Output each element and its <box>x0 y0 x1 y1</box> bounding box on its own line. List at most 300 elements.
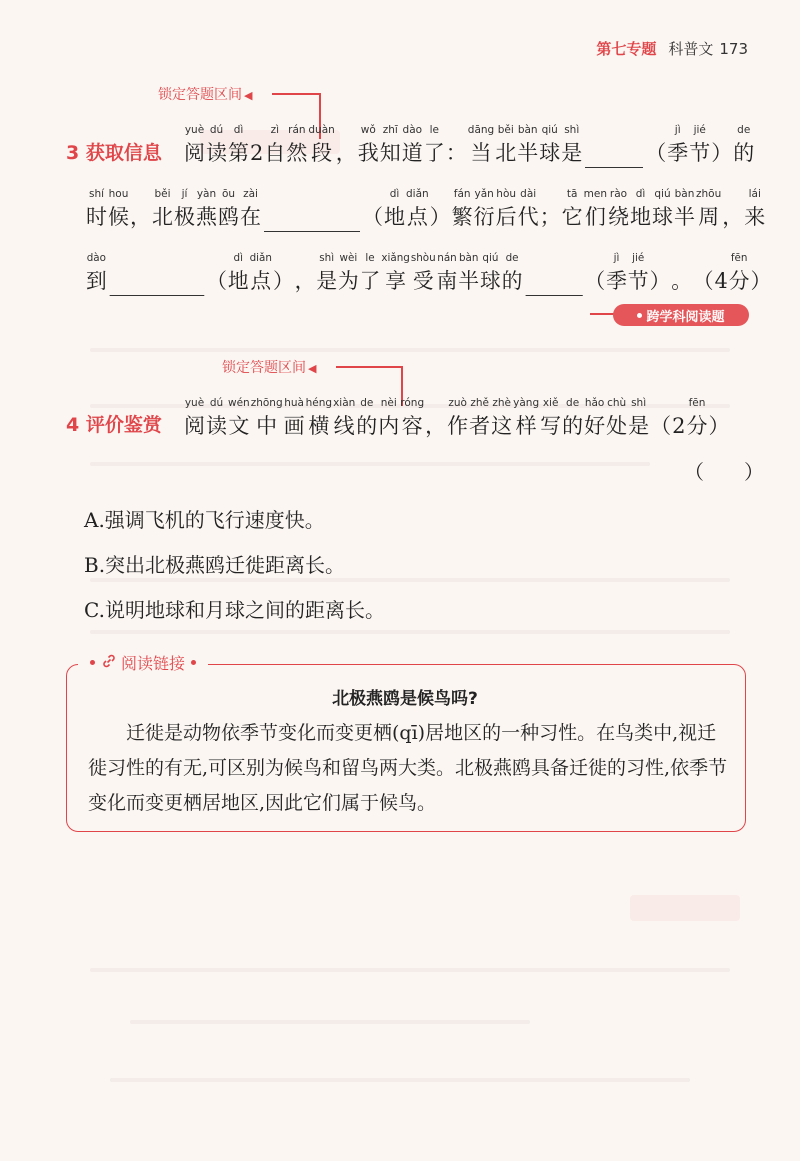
pinyin: hou <box>108 188 129 200</box>
hanzi: 4 <box>714 269 728 293</box>
reading-link-body <box>88 716 730 821</box>
ruby-char <box>86 250 107 296</box>
hanzi: ） <box>750 269 772 293</box>
hanzi: ） <box>708 414 730 438</box>
pinyin: chù <box>607 397 627 409</box>
pinyin: bàn <box>517 124 538 136</box>
pinyin: ōu <box>221 188 236 200</box>
pinyin: dú <box>209 124 224 136</box>
answer-blank[interactable] <box>262 191 362 232</box>
ruby-char <box>606 250 627 296</box>
pinyin: dì <box>389 188 400 200</box>
hanzi: （ <box>692 269 714 293</box>
hanzi: 。 <box>671 269 692 293</box>
pinyin: zhōu <box>696 188 722 200</box>
hanzi: 半 <box>674 205 696 229</box>
ruby-char <box>715 250 728 296</box>
ruby-char <box>584 186 607 232</box>
pinyin: dì <box>635 188 646 200</box>
hanzi: 作 <box>447 414 469 438</box>
hanzi: 地 <box>227 269 249 293</box>
hanzi: 北 <box>152 205 173 229</box>
ruby-char <box>130 186 151 232</box>
ruby-char <box>206 122 227 168</box>
hanzi: ） <box>272 269 294 293</box>
pinyin: xiě <box>542 397 559 409</box>
lock-hint-label: 锁定答题区间 <box>222 360 306 376</box>
pinyin: dào <box>402 124 423 136</box>
ruby-char <box>184 395 205 441</box>
hanzi: 为 <box>337 269 359 293</box>
ruby-char <box>711 122 732 168</box>
ruby-char <box>495 122 516 168</box>
ruby-char <box>284 395 305 441</box>
ruby-char <box>316 250 337 296</box>
pinyin: jié <box>632 252 645 264</box>
hanzi: 中 <box>256 414 278 438</box>
ruby-char <box>696 186 721 232</box>
question-4-label: 4 评价鉴赏 <box>66 414 162 436</box>
hanzi: 这 <box>491 414 513 438</box>
pinyin: jì <box>674 124 681 136</box>
ruby-char <box>674 186 695 232</box>
pinyin: jì <box>613 252 620 264</box>
ruby-char <box>608 186 629 232</box>
hanzi: 鸥 <box>218 205 239 229</box>
lock-hint-label: 锁定答题区间 <box>158 87 242 103</box>
hanzi: （ <box>650 414 672 438</box>
pinyin: zài <box>243 188 258 200</box>
option-c[interactable]: C.说明地球和月球之间的距离长。 <box>84 598 385 622</box>
hanzi: 阅 <box>184 141 205 165</box>
hanzi: 阅 <box>184 414 205 438</box>
ruby-char <box>286 122 307 168</box>
hanzi: 后 <box>495 205 517 229</box>
lock-hint-q3 <box>158 84 252 104</box>
interdisciplinary-badge <box>613 304 749 326</box>
hanzi: 读 <box>206 141 227 165</box>
hanzi: 球 <box>480 269 501 293</box>
hanzi: ， <box>722 205 744 229</box>
hanzi: 极 <box>174 205 195 229</box>
hanzi: 我 <box>357 141 379 165</box>
hanzi: （ <box>584 269 606 293</box>
ruby-char <box>196 186 217 232</box>
pinyin: yǎn <box>474 188 494 200</box>
hanzi: ， <box>294 269 316 293</box>
hanzi: 地 <box>384 205 405 229</box>
pinyin: hòu <box>496 188 517 200</box>
hanzi: ； <box>539 205 561 229</box>
ruby-char <box>540 395 561 441</box>
hanzi: 节 <box>689 141 711 165</box>
ruby-char <box>491 395 512 441</box>
pinyin: le <box>365 252 375 264</box>
ruby-char <box>152 186 173 232</box>
ruby-char <box>362 186 383 232</box>
pinyin: diǎn <box>249 252 272 264</box>
pinyin: de <box>566 397 580 409</box>
ruby-char <box>496 186 517 232</box>
pinyin: yuè <box>184 397 205 409</box>
hanzi: 是 <box>316 269 338 293</box>
hanzi: 在 <box>240 205 261 229</box>
ruby-char <box>356 395 377 441</box>
hanzi: 好 <box>584 414 606 438</box>
hanzi: 代 <box>517 205 539 229</box>
ruby-char <box>672 395 685 441</box>
pinyin: wǒ <box>360 124 376 136</box>
category-label: 科普文 <box>668 40 714 58</box>
pinyin: jí <box>181 188 188 200</box>
pinyin: shì <box>631 397 647 409</box>
ruby-char <box>228 122 249 168</box>
hanzi: 了 <box>423 141 445 165</box>
ruby-char <box>468 122 494 168</box>
option-a[interactable]: A.强调飞机的飞行速度快。 <box>84 508 325 532</box>
ruby-char <box>502 250 523 296</box>
ruby-char <box>645 122 666 168</box>
pinyin: wèi <box>339 252 358 264</box>
question-3-label: 3 获取信息 <box>66 142 162 164</box>
pinyin: shí <box>88 188 105 200</box>
ruby-char <box>539 122 560 168</box>
ruby-char <box>400 395 424 441</box>
hanzi: 时 <box>86 205 107 229</box>
ruby-char <box>722 186 743 232</box>
hanzi: 处 <box>606 414 628 438</box>
question-4-line-1 <box>184 395 730 441</box>
ruby-char <box>458 250 479 296</box>
hanzi: 道 <box>401 141 423 165</box>
pinyin: diǎn <box>406 188 429 200</box>
option-b[interactable]: B.突出北极燕鸥迁徙距离长。 <box>84 553 346 577</box>
hanzi: 然 <box>286 141 308 165</box>
badge-label: 跨学科阅读题 <box>646 309 725 325</box>
lock-hint-q4 <box>222 357 316 377</box>
ruby-char <box>733 122 754 168</box>
ruby-char <box>360 250 381 296</box>
hanzi: ） <box>711 141 733 165</box>
pinyin: de <box>737 124 751 136</box>
pinyin: dào <box>86 252 106 264</box>
ruby-char <box>240 186 261 232</box>
pinyin: bàn <box>458 252 479 264</box>
hanzi: ） <box>649 269 671 293</box>
hanzi: 的 <box>501 269 523 293</box>
hanzi: 知 <box>379 141 401 165</box>
ruby-char <box>336 122 357 168</box>
hanzi: ， <box>335 141 357 165</box>
pinyin: qiú <box>541 124 558 136</box>
hanzi: 文 <box>228 414 250 438</box>
ruby-char <box>513 395 539 441</box>
hanzi: 它 <box>561 205 583 229</box>
ruby-char <box>606 395 627 441</box>
hanzi: 是 <box>628 414 650 438</box>
pinyin: lái <box>748 188 761 200</box>
ruby-char <box>744 186 765 232</box>
pinyin: huà <box>284 397 304 409</box>
pinyin: rào <box>609 188 628 200</box>
ruby-char <box>517 122 538 168</box>
page-number: 173 <box>719 40 748 58</box>
ruby-char <box>452 186 473 232</box>
ruby-char <box>540 186 561 232</box>
pinyin: běi <box>497 124 514 136</box>
hanzi: ， <box>425 414 447 438</box>
answer-blank[interactable] <box>583 127 645 168</box>
hanzi: 第 <box>228 141 249 165</box>
page-header <box>596 38 748 59</box>
ruby-char <box>469 395 490 441</box>
pinyin: qiú <box>482 252 499 264</box>
topic-label: 第七专题 <box>596 40 657 58</box>
ruby-char <box>251 395 283 441</box>
connector-line <box>336 366 402 368</box>
reading-link-paragraph: 迁徙是动物依季节变化而变更栖(qī)居地区的一种习性。在鸟类中,视迁徙习性的有无,可区别为候鸟和留鸟两大类。北极燕鸥具备迁徙的习性,依季节变化而变更栖居地区,因此它们属于候鸟。 <box>88 722 728 814</box>
ruby-char <box>652 186 673 232</box>
link-icon <box>101 653 117 673</box>
hanzi: 来 <box>744 205 766 229</box>
pinyin: men <box>583 188 608 200</box>
hanzi: 2 <box>250 141 264 165</box>
hanzi: 是 <box>561 141 583 165</box>
pinyin: wén <box>228 397 250 409</box>
hanzi: （ <box>362 205 383 229</box>
pinyin: shì <box>319 252 335 264</box>
hanzi: 半 <box>517 141 539 165</box>
pinyin: róng <box>400 397 425 409</box>
hanzi: 燕 <box>196 205 217 229</box>
pinyin: bàn <box>674 188 695 200</box>
hanzi: 节 <box>627 269 649 293</box>
ruby-char <box>693 250 714 296</box>
ruby-char <box>686 395 707 441</box>
ruby-char <box>729 250 750 296</box>
hanzi: （ <box>645 141 667 165</box>
ruby-char <box>585 250 606 296</box>
hanzi: 衍 <box>473 205 495 229</box>
hanzi: 读 <box>206 414 227 438</box>
pinyin: xiàn <box>333 397 356 409</box>
connector-line <box>272 93 320 95</box>
pinyin: dú <box>209 397 224 409</box>
ruby-char <box>295 250 316 296</box>
question-3-line-3 <box>86 250 772 296</box>
ruby-char <box>402 122 423 168</box>
hanzi: 绕 <box>608 205 630 229</box>
pinyin: běi <box>154 188 171 200</box>
hanzi: ： <box>445 141 467 165</box>
ruby-char <box>384 186 405 232</box>
ruby-char <box>108 186 129 232</box>
hanzi: 球 <box>652 205 674 229</box>
hanzi: 内 <box>378 414 400 438</box>
hanzi: 样 <box>515 414 537 438</box>
pinyin: nèi <box>380 397 397 409</box>
hanzi: 当 <box>470 141 492 165</box>
hanzi: 北 <box>495 141 517 165</box>
hanzi: 者 <box>469 414 491 438</box>
pinyin: zhōng <box>250 397 283 409</box>
hanzi: 2 <box>672 414 686 438</box>
hanzi: 候 <box>108 205 129 229</box>
ruby-char <box>447 395 468 441</box>
hanzi: 季 <box>667 141 689 165</box>
hanzi: 点 <box>406 205 428 229</box>
reading-link-label: 阅读链接 <box>121 654 186 673</box>
ruby-char <box>424 122 445 168</box>
reading-link-title: 北极燕鸥是候鸟吗? <box>332 689 478 709</box>
hanzi: 的 <box>562 414 584 438</box>
hanzi: 周 <box>698 205 720 229</box>
ruby-char <box>480 250 501 296</box>
ruby-char <box>228 250 249 296</box>
hanzi: 横 <box>308 414 330 438</box>
pinyin: héng <box>305 397 333 409</box>
ruby-char <box>750 250 771 296</box>
ruby-char <box>630 186 651 232</box>
pinyin: xiǎng <box>381 252 410 264</box>
hanzi: （ <box>206 269 227 293</box>
pinyin: dì <box>233 252 244 264</box>
answer-parentheses[interactable]: （ ） <box>684 460 764 484</box>
ruby-char <box>358 122 379 168</box>
ruby-char <box>518 186 539 232</box>
pinyin: fán <box>453 188 471 200</box>
hanzi: 享 <box>385 269 406 293</box>
answer-blank[interactable] <box>523 255 584 296</box>
pinyin: tā <box>566 188 578 200</box>
dot-icon <box>637 313 642 318</box>
hanzi: 半 <box>458 269 480 293</box>
ruby-char <box>411 250 436 296</box>
hanzi: 写 <box>540 414 562 438</box>
hanzi: 点 <box>250 269 272 293</box>
ruby-char <box>584 395 605 441</box>
pinyin: yuè <box>184 124 205 136</box>
ruby-char <box>474 186 495 232</box>
ruby-char <box>650 250 671 296</box>
hanzi: 受 <box>412 269 434 293</box>
hanzi: 分 <box>686 414 708 438</box>
pinyin: yàng <box>513 397 540 409</box>
arrow-left-icon: ◀ <box>244 89 253 102</box>
ruby-char <box>425 395 446 441</box>
pinyin: hǎo <box>584 397 605 409</box>
ruby-char <box>628 250 649 296</box>
ruby-char <box>308 122 334 168</box>
answer-blank[interactable] <box>108 255 207 296</box>
ruby-char <box>86 186 107 232</box>
pinyin: qiú <box>654 188 671 200</box>
ruby-char <box>667 122 688 168</box>
pinyin: zhī <box>382 124 398 136</box>
ruby-char <box>273 250 294 296</box>
hanzi: ， <box>130 205 151 229</box>
ruby-char <box>650 395 671 441</box>
hanzi: 的 <box>356 414 378 438</box>
ruby-char <box>206 250 227 296</box>
ruby-char <box>264 122 285 168</box>
dot-icon <box>90 660 95 665</box>
pinyin: dì <box>233 124 244 136</box>
hanzi: 们 <box>584 205 606 229</box>
hanzi: 自 <box>264 141 286 165</box>
pinyin: zuò <box>448 397 467 409</box>
ruby-char <box>378 395 399 441</box>
ruby-char <box>446 122 467 168</box>
pinyin: yàn <box>196 188 217 200</box>
pinyin: zì <box>270 124 280 136</box>
ruby-char <box>333 395 355 441</box>
hanzi: 画 <box>283 414 305 438</box>
hanzi: 的 <box>733 141 755 165</box>
ruby-char <box>306 395 332 441</box>
question-3-line-1 <box>184 122 755 168</box>
pinyin: jié <box>693 124 706 136</box>
hanzi: 季 <box>606 269 627 293</box>
hanzi: 南 <box>436 269 458 293</box>
ruby-char <box>562 395 583 441</box>
pinyin: shòu <box>410 252 436 264</box>
pinyin: de <box>505 252 519 264</box>
hanzi: 了 <box>359 269 381 293</box>
pinyin: le <box>429 124 439 136</box>
hanzi: 到 <box>86 269 107 293</box>
hanzi: ） <box>429 205 451 229</box>
pinyin: fēn <box>730 252 748 264</box>
ruby-char <box>206 395 227 441</box>
hanzi: 繁 <box>451 205 473 229</box>
ruby-char <box>628 395 649 441</box>
question-3-line-2 <box>86 186 766 232</box>
ruby-char <box>250 122 263 168</box>
ruby-char <box>708 395 729 441</box>
reading-link-header <box>78 651 208 674</box>
ruby-char <box>250 250 272 296</box>
pinyin: de <box>360 397 374 409</box>
pinyin: dài <box>520 188 537 200</box>
ruby-char <box>184 122 205 168</box>
ruby-char <box>380 122 401 168</box>
ruby-char <box>381 250 409 296</box>
ruby-char <box>430 186 451 232</box>
ruby-char <box>437 250 458 296</box>
pinyin: zhě <box>470 397 489 409</box>
ruby-char <box>671 250 692 296</box>
ruby-char <box>218 186 239 232</box>
hanzi: 容 <box>401 414 423 438</box>
pinyin: fēn <box>688 397 706 409</box>
ruby-char <box>561 122 582 168</box>
ruby-char <box>338 250 359 296</box>
ruby-char <box>689 122 710 168</box>
hanzi: 段 <box>311 141 333 165</box>
pinyin: duàn <box>308 124 335 136</box>
pinyin: dāng <box>467 124 495 136</box>
pinyin: zhè <box>492 397 511 409</box>
ruby-char <box>562 186 583 232</box>
hanzi: 分 <box>728 269 750 293</box>
hanzi: 线 <box>333 414 355 438</box>
dot-icon <box>191 660 196 665</box>
pinyin: nán <box>437 252 457 264</box>
arrow-left-icon: ◀ <box>308 362 317 375</box>
hanzi: 球 <box>539 141 561 165</box>
pinyin: shì <box>564 124 580 136</box>
